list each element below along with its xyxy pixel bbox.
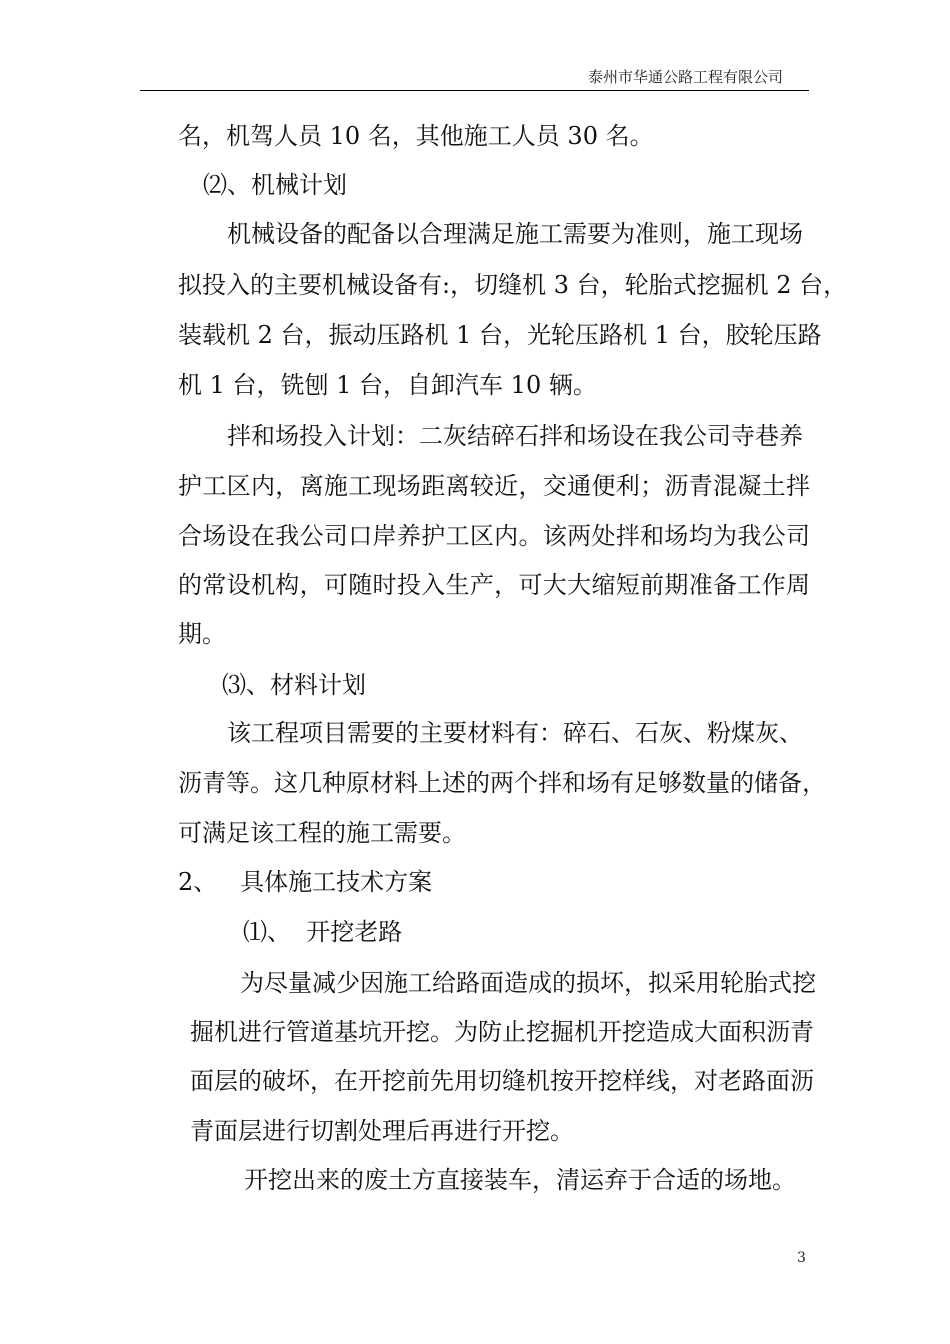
page-number: 3: [797, 1250, 806, 1266]
paragraph-line: 机械设备的配备以合理满足施工需要为准则，施工现场: [227, 220, 803, 248]
paragraph-line: 拌和场投入计划：二灰结碎石拌和场设在我公司寺巷养: [227, 422, 803, 450]
paragraph-line: 青面层进行切割处理后再进行开挖。: [190, 1117, 574, 1145]
paragraph-line: 的常设机构，可随时投入生产，可大大缩短前期准备工作周: [178, 571, 810, 599]
section-heading-materials: ⑶、材料计划: [222, 671, 366, 699]
subsection-heading-excavation: ⑴、 开挖老路: [243, 918, 403, 946]
paragraph-line: 合场设在我公司口岸养护工区内。该两处拌和场均为我公司: [178, 522, 810, 550]
paragraph-line: 护工区内，离施工现场距离较近，交通便利；沥青混凝土拌: [178, 472, 810, 500]
paragraph-line: 装载机 2 台，振动压路机 1 台，光轮压路机 1 台，胶轮压路: [178, 321, 822, 349]
paragraph-line: 期。: [178, 620, 226, 648]
paragraph-line: 为尽量减少因施工给路面造成的损坏，拟采用轮胎式挖: [240, 969, 816, 997]
paragraph-line: 可满足该工程的施工需要。: [178, 819, 466, 847]
paragraph-line: 机 1 台，铣刨 1 台，自卸汽车 10 辆。: [178, 371, 597, 399]
paragraph-line: 该工程项目需要的主要材料有：碎石、石灰、粉煤灰、: [227, 719, 803, 747]
paragraph-line: 名，机驾人员 10 名，其他施工人员 30 名。: [178, 122, 654, 150]
paragraph-line: 掘机进行管道基坑开挖。为防止挖掘机开挖造成大面积沥青: [190, 1018, 814, 1046]
header-company-name: 泰州市华通公路工程有限公司: [587, 68, 783, 86]
paragraph-line: 拟投入的主要机械设备有:，切缝机 3 台，轮胎式挖掘机 2 台，: [178, 271, 848, 299]
page-header: [140, 66, 809, 91]
paragraph-line: 沥青等。这几种原材料上述的两个拌和场有足够数量的储备，: [178, 769, 826, 797]
paragraph-line: 面层的破坏，在开挖前先用切缝机按开挖样线，对老路面沥: [190, 1067, 814, 1095]
section-heading-construction-plan: 2、 具体施工技术方案: [178, 868, 433, 896]
section-heading-machinery: ⑵、机械计划: [203, 171, 347, 199]
paragraph-line: 开挖出来的废土方直接装车，清运弃于合适的场地。: [244, 1166, 796, 1194]
